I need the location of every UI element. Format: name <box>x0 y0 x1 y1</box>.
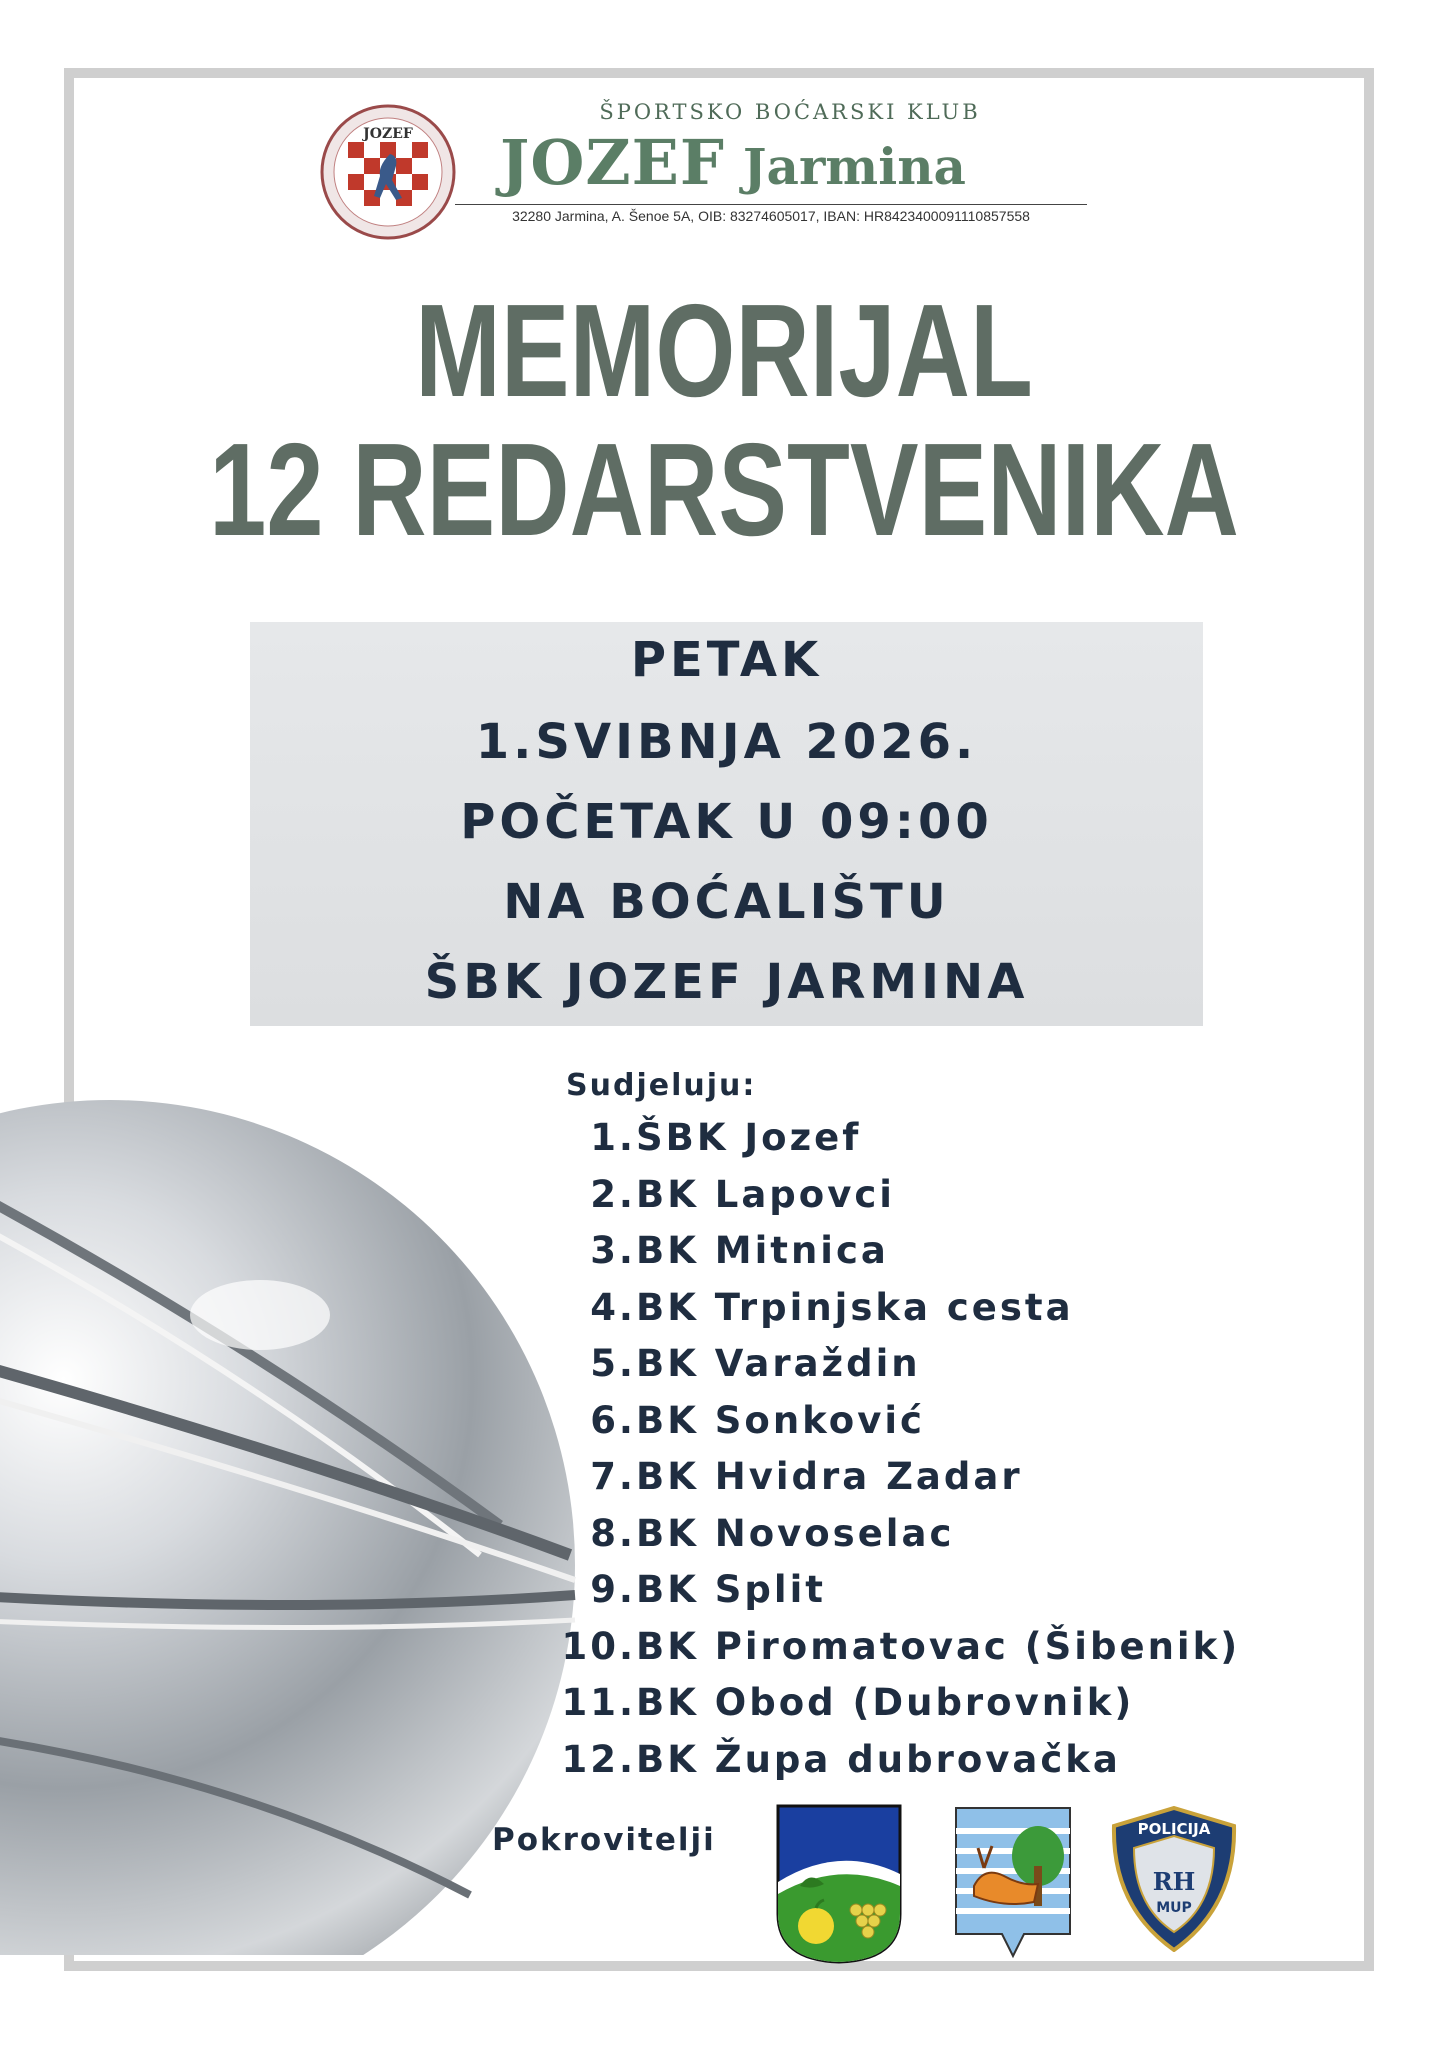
police-badge-bottom-text: MUP <box>1156 1900 1192 1916</box>
logo-text: JOZEF <box>363 126 413 142</box>
title-line-2: 12 REDARSTVENIKA <box>209 416 1239 563</box>
event-venue-line-1: NA BOĆALIŠTU <box>503 874 950 930</box>
police-badge <box>1110 1806 1238 1952</box>
municipality-coat-of-arms-1 <box>776 1804 902 1964</box>
police-badge-top-text: POLICIJA <box>1137 1820 1211 1838</box>
participants-list <box>560 1110 1240 1788</box>
list-item: 9.BK Split <box>590 1568 826 1611</box>
list-item: 12.BK Župa dubrovačka <box>561 1737 1121 1781</box>
event-start-time: POČETAK U 09:00 <box>460 794 993 850</box>
list-item: 3.BK Mitnica <box>590 1229 889 1272</box>
club-type: ŠPORTSKO BOĆARSKI KLUB <box>599 100 981 124</box>
event-date: 1.SVIBNJA 2026. <box>475 714 978 770</box>
title-line-1: MEMORIJAL <box>415 277 1033 424</box>
club-name-big: JOZEF <box>500 126 725 199</box>
event-info-box <box>250 622 1203 1026</box>
list-item: 10.BK Piromatovac (Šibenik) <box>561 1624 1241 1668</box>
list-item: 6.BK Sonković <box>590 1398 925 1442</box>
police-badge-mid-text: RH <box>1152 1867 1196 1896</box>
club-name <box>500 126 966 199</box>
list-item: 1.ŠBK Jozef <box>590 1116 862 1159</box>
county-coat-of-arms-2 <box>954 1806 1072 1964</box>
list-item: 11.BK Obod (Dubrovnik) <box>561 1681 1135 1724</box>
event-day: PETAK <box>630 632 823 688</box>
list-item: 8.BK Novoselac <box>590 1511 955 1555</box>
club-address: 32280 Jarmina, A. Šenoe 5A, OIB: 83274605017, IBAN: HR8423400091110857558 <box>455 204 1087 224</box>
list-item: 2.BK Lapovci <box>590 1172 895 1216</box>
club-name-small: Jarmina <box>742 137 966 196</box>
participants-heading: Sudjeluju: <box>566 1068 757 1103</box>
list-item: 5.BK Varaždin <box>590 1342 921 1385</box>
sponsors-label: Pokrovitelji <box>492 1822 716 1858</box>
event-venue-line-2: ŠBK JOZEF JARMINA <box>424 954 1029 1010</box>
club-logo <box>320 104 456 240</box>
list-item: 7.BK Hvidra Zadar <box>590 1455 1023 1498</box>
list-item: 4.BK Trpinjska cesta <box>590 1285 1074 1329</box>
